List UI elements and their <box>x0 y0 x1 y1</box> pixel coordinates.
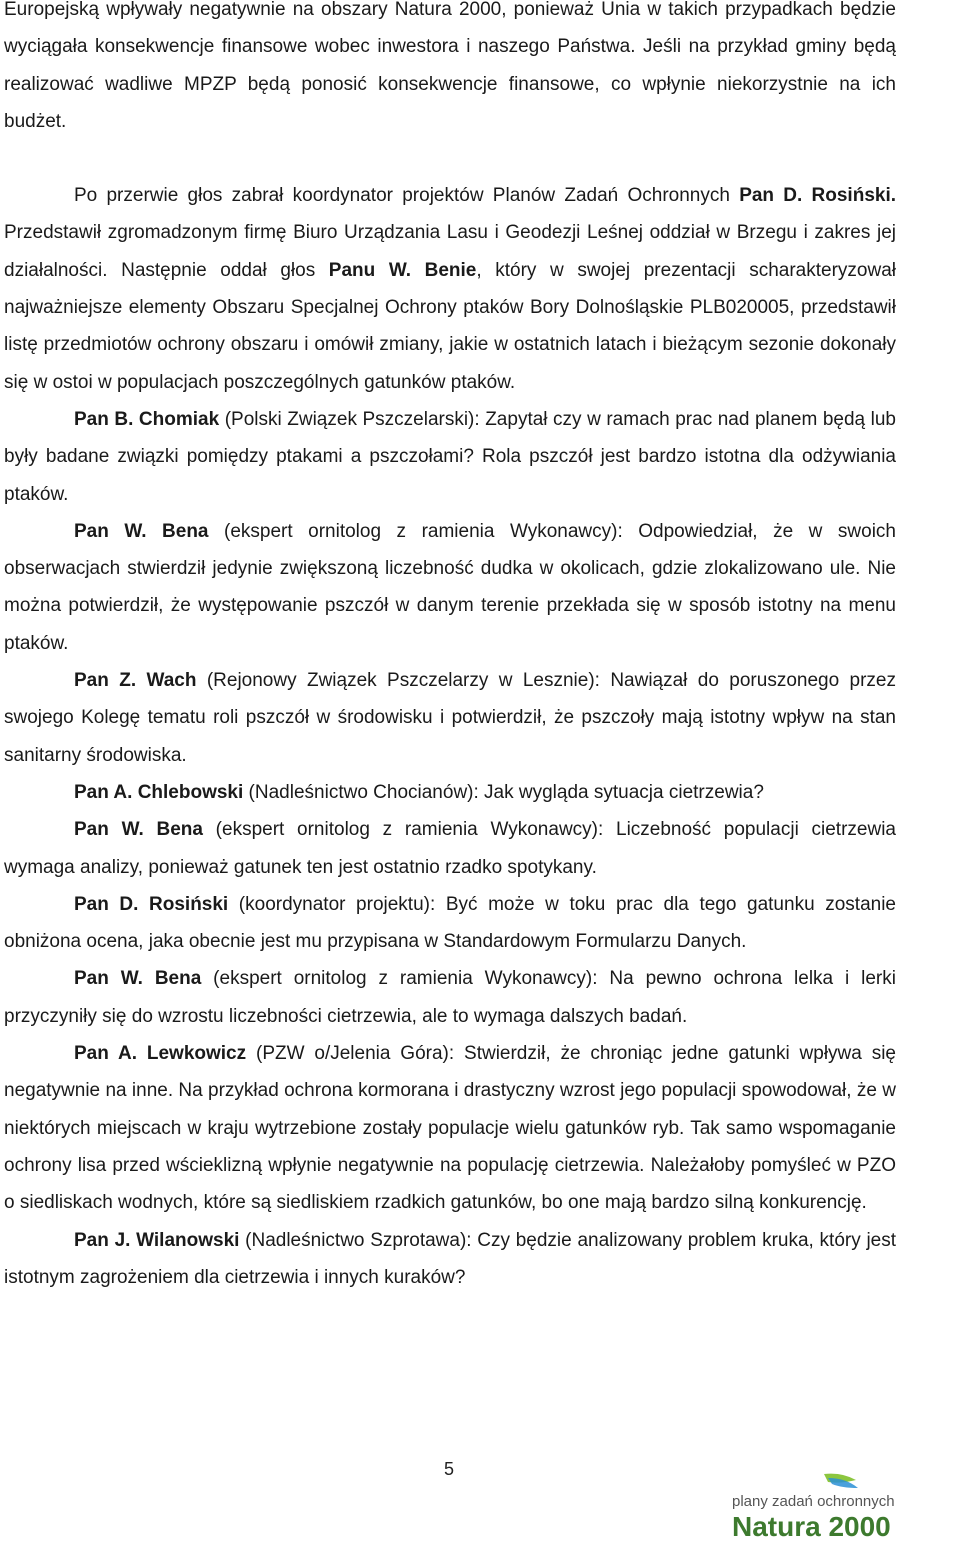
paragraph <box>4 513 896 662</box>
paragraph-text: (Rejonowy Związek Pszczelarzy w Lesznie): Nawiązał do poruszonego przez swojego Kolegę tematu roli pszczół w środowisku i potwierdził, że pszczoły mają istotny wpływ na stan sanitarny środowiska. <box>4 670 896 766</box>
paragraph <box>4 662 896 774</box>
speaker-name: Panu W. Benie <box>328 259 477 281</box>
paragraph-text: (Nadleśnictwo Szprotawa): Czy będzie analizowany problem kruka, który jest istotnym zagrożeniem dla cietrzewia i innych kuraków? <box>4 1229 897 1288</box>
paragraph <box>4 811 896 886</box>
paragraph <box>4 177 896 401</box>
speaker-name: Pan Z. Wach <box>74 670 197 692</box>
paragraph-text: Przedstawił zgromadzonym firmę Biuro Urządzania Lasu i Geodezji Leśnej oddział w Brzegu i zakres jej działalności. Następnie oddał głos <box>4 222 896 281</box>
speaker-name: Pan W. Bena <box>74 819 203 841</box>
paragraph <box>4 1222 896 1297</box>
paragraph <box>4 886 896 961</box>
paragraph <box>4 401 896 513</box>
paragraph-text: (PZW o/Jelenia Góra): Stwierdził, że chroniąc jedne gatunki wpływa się negatywnie na inne. Na przykład ochrona kormorana i drastyczny wzrost jego populacji spowodował, że w niektórych miejscach w kraju wytrzebione zostały populacje wielu gatunków ryb. Tak samo wspomaganie ochrony lisa przed wścieklizną wpłynie negatywnie na populację cietrzewia. Należałoby pomyśleć w PZO o siedliskach wodnych, które są siedliskiem rzadkich gatunków, bo one mają bardzo silną konkurencję. <box>4 1043 897 1214</box>
speaker-name: Pan W. Bena <box>74 968 202 990</box>
paragraph-text: Europejską wpływały negatywnie na obszary Natura 2000, ponieważ Unia w takich przypadkach będzie wyciągała konsekwencje finansowe wobec inwestora i naszego Państwa. Jeśli na przykład gminy będą realizować wadliwe MPZP będą ponosić konsekwencje finansowe, co wpłynie niekorzystnie na ich budżet. <box>4 0 896 132</box>
logo-subtitle: plany zadań ochronnych <box>732 1493 895 1510</box>
speaker-name: Pan A. Chlebowski <box>74 781 244 803</box>
speaker-name: Pan D. Rosiński <box>74 893 229 915</box>
paragraph-text: (ekspert ornitolog z ramienia Wykonawcy): Na pewno ochrona lelka i lerki przyczyniły się do wzrostu liczebności cietrzewia, ale to wymaga dalszych badań. <box>4 968 896 1027</box>
paragraph-text: (Polski Związek Pszczelarski): Zapytał czy w ramach prac nad planem będą lub były badane związki pomiędzy ptakami a pszczołami? Rola pszczół jest bardzo istotna dla odżywiania ptaków. <box>4 408 896 505</box>
paragraph-text: , który w swojej prezentacji scharakteryzował najważniejsze elementy Obszaru Specjalnej Ochrony ptaków Bory Dolnośląskie PLB020005, przedstawił listę przedmiotów ochrony obszaru i omówił zmiany, jakie w ostatnich latach i bieżącym sezonie dokonały się w ostoi w populacjach poszczególnych gatunków ptaków. <box>4 259 896 393</box>
natura-2000-logo <box>728 1470 960 1542</box>
logo-title: Natura 2000 <box>732 1511 891 1542</box>
paragraph <box>4 774 896 811</box>
document-body <box>4 0 896 1296</box>
natura-2000-logo-graphic <box>728 1470 960 1542</box>
speaker-name: Pan J. Wilanowski <box>74 1229 240 1251</box>
paragraph-text: Po przerwie głos zabrał koordynator projektów Planów Zadań Ochronnych <box>74 185 740 207</box>
speaker-name: Pan B. Chomiak <box>74 408 220 430</box>
paragraph <box>4 0 896 140</box>
speaker-name: Pan W. Bena <box>74 520 209 542</box>
page-number: 5 <box>443 1459 454 1479</box>
paragraph-text: (ekspert ornitolog z ramienia Wykonawcy): Liczebność populacji cietrzewia wymaga analizy, ponieważ gatunek ten jest ostatnio rzadko spotykany. <box>4 819 896 878</box>
speaker-name: Pan A. Lewkowicz <box>74 1043 247 1065</box>
paragraph-text: (koordynator projektu): Być może w toku prac dla tego gatunku zostanie obniżona ocena, jaka obecnie jest mu przypisana w Standardowym Formularzu Danych. <box>4 893 896 953</box>
speaker-name: Pan D. Rosiński. <box>739 185 897 207</box>
paragraph-text: (Nadleśnictwo Chocianów): Jak wygląda sytuacja cietrzewia? <box>243 781 764 803</box>
paragraph <box>4 960 896 1035</box>
paragraph <box>4 1035 896 1221</box>
paragraph-text: (ekspert ornitolog z ramienia Wykonawcy): Odpowiedział, że w swoich obserwacjach stwierdził jedynie zwiększoną liczebność dudka w okolicach, gdzie zlokalizowano ule. Nie można potwierdził, że występowanie pszczół w danym terenie przekłada się w sposób istotny na menu ptaków. <box>4 520 896 654</box>
